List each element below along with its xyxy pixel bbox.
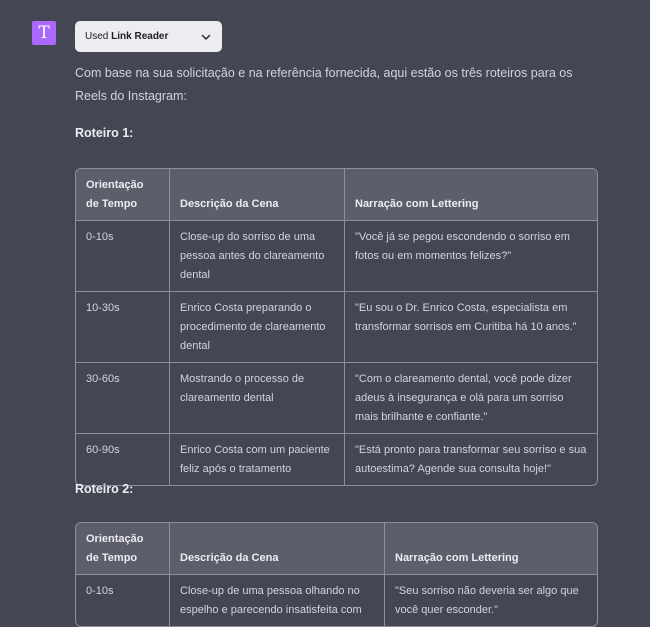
table-row — [76, 221, 597, 292]
cell-tempo: 30-60s — [76, 363, 170, 434]
cell-descricao: Close-up de uma pessoa olhando no espelho e parecendo insatisfeita com — [170, 575, 385, 626]
plugin-name: Link Reader — [111, 31, 169, 42]
roteiro-1-table — [75, 168, 598, 486]
cell-tempo: 60-90s — [76, 434, 170, 485]
cell-descricao: Mostrando o processo de clareamento dental — [170, 363, 345, 434]
cell-tempo: 0-10s — [76, 221, 170, 292]
plugin-used-button[interactable] — [75, 21, 222, 52]
avatar-letter: T — [38, 23, 50, 43]
header-descricao: Descrição da Cena — [170, 523, 385, 575]
header-tempo: Orientação de Tempo — [76, 523, 170, 575]
header-tempo: Orientação de Tempo — [76, 169, 170, 221]
plugin-label — [85, 31, 168, 42]
cell-tempo: 0-10s — [76, 575, 170, 626]
table-row — [76, 363, 597, 434]
table-row — [76, 575, 597, 626]
assistant-message — [75, 62, 605, 616]
cell-narracao: "Com o clareamento dental, você pode dizer adeus à insegurança e olá para um sorriso mais brilhante e confiante." — [345, 363, 597, 434]
cell-descricao: Close-up do sorriso de uma pessoa antes do clareamento dental — [170, 221, 345, 292]
cell-narracao: "Eu sou o Dr. Enrico Costa, especialista em transformar sorrisos em Curitiba há 10 anos." — [345, 292, 597, 363]
cell-descricao: Enrico Costa com um paciente feliz após o tratamento — [170, 434, 345, 485]
header-narracao: Narração com Lettering — [345, 169, 597, 221]
intro-text: Com base na sua solicitação e na referência fornecida, aqui estão os três roteiros para os Reels do Instagram: — [75, 66, 573, 103]
cell-narracao: "Seu sorriso não deveria ser algo que você quer esconder." — [395, 585, 579, 616]
table-row — [76, 292, 597, 363]
roteiro-2-table — [75, 522, 598, 627]
user-avatar — [32, 21, 56, 45]
roteiro-1-heading: Roteiro 1: — [75, 126, 134, 140]
chevron-down-icon — [200, 31, 212, 43]
table-header-row — [76, 169, 597, 221]
plugin-prefix: Used — [85, 31, 109, 42]
roteiro-2-heading: Roteiro 2: — [75, 482, 134, 496]
cell-tempo: 10-30s — [76, 292, 170, 363]
header-narracao: Narração com Lettering — [385, 523, 597, 575]
header-descricao: Descrição da Cena — [170, 169, 345, 221]
table-header-row — [76, 523, 597, 575]
table-row — [76, 434, 597, 485]
cell-narracao: "Você já se pegou escondendo o sorriso em fotos ou em momentos felizes?" — [345, 221, 597, 292]
cell-narracao: "Está pronto para transformar seu sorriso e sua autoestima? Agende sua consulta hoje!" — [355, 444, 587, 475]
cell-descricao: Enrico Costa preparando o procedimento de clareamento dental — [170, 292, 345, 363]
